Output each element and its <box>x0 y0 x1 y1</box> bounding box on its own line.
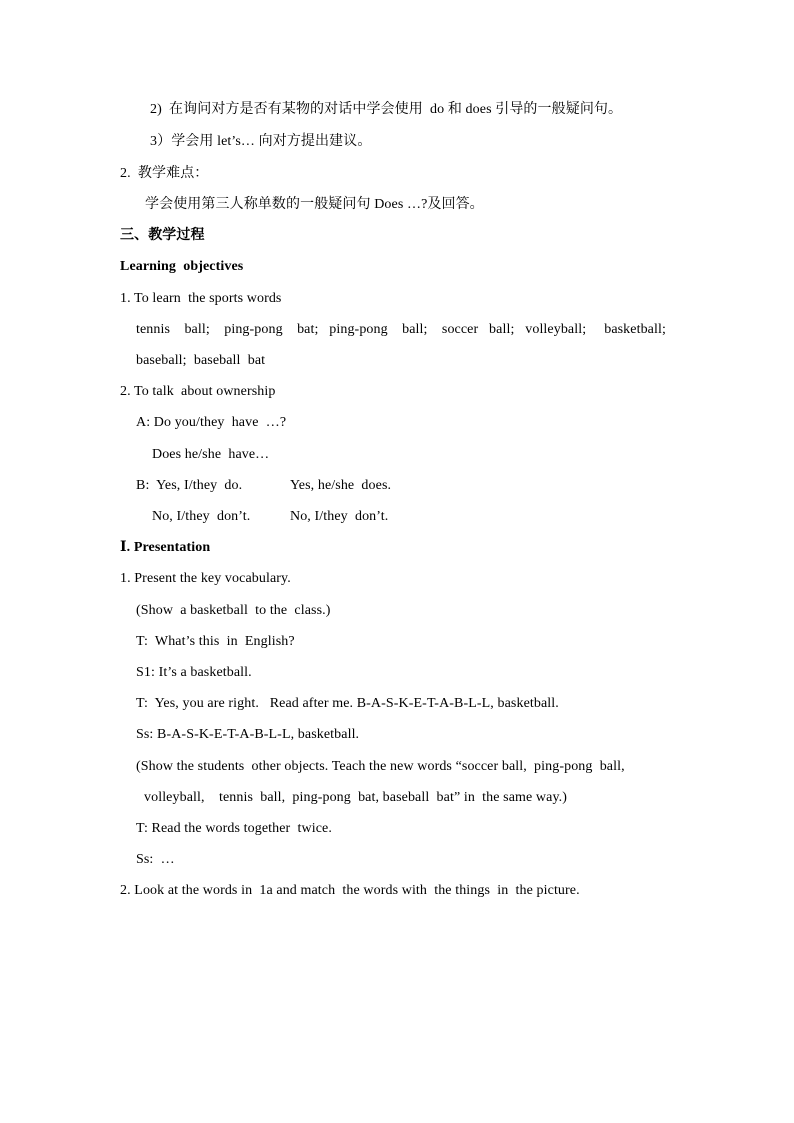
show-objects-note-2: volleyball, tennis ball, ping-pong bat, baseball bat” in the same way.) <box>144 790 567 805</box>
teacher-line-3: T: Read the words together twice. <box>136 821 332 836</box>
dialogue-b-no-2: No, I/they don’t. <box>290 509 389 524</box>
presentation-heading: Ⅰ. Presentation <box>120 540 211 555</box>
dialogue-a-line-2: Does he/she have… <box>152 447 270 462</box>
section-heading-teaching-process: 三、教学过程 <box>120 228 205 243</box>
difficulty-heading: 2. 教学难点： <box>120 166 209 181</box>
dialogue-a-line-1: A: Do you/they have …? <box>136 415 287 430</box>
objective-item-2: 2) 在询问对方是否有某物的对话中学会使用 do 和 does 引导的一般疑问句。 <box>150 102 623 117</box>
objective-talk-ownership: 2. To talk about ownership <box>120 384 276 399</box>
students-line-1: Ss: B-A-S-K-E-T-A-B-L-L, basketball. <box>136 727 360 742</box>
learning-objectives-heading: Learning objectives <box>120 259 244 274</box>
sports-words-list-2: baseball; baseball bat <box>136 353 266 368</box>
teacher-line-2: T: Yes, you are right. Read after me. B-A-S-K-E-T-A-B-L-L, basketball. <box>136 696 559 711</box>
show-objects-note-1: (Show the students other objects. Teach the new words “soccer ball, ping-pong ball, <box>136 759 625 774</box>
dialogue-b-yes-1: B: Yes, I/they do. <box>136 478 243 493</box>
match-words-step: 2. Look at the words in 1a and match the words with the things in the picture. <box>120 883 580 898</box>
sports-words-list-1: tennis ball; ping-pong bat; ping-pong ball; soccer ball; volleyball; basketball; <box>136 322 666 337</box>
dialogue-b-no-1: No, I/they don’t. <box>152 509 251 524</box>
objective-item-3: 3）学会用 let’s… 向对方提出建议。 <box>150 134 372 149</box>
show-basketball-note: (Show a basketball to the class.) <box>136 603 331 618</box>
difficulty-text: 学会使用第三人称单数的一般疑问句 Does …?及回答。 <box>145 197 484 212</box>
dialogue-b-yes-2: Yes, he/she does. <box>290 478 392 493</box>
student1-line-1: S1: It’s a basketball. <box>136 665 252 680</box>
objective-learn-sports-words: 1. To learn the sports words <box>120 291 282 306</box>
students-line-2: Ss: … <box>136 852 175 867</box>
present-vocabulary-step: 1. Present the key vocabulary. <box>120 571 291 586</box>
teacher-line-1: T: What’s this in English? <box>136 634 295 649</box>
